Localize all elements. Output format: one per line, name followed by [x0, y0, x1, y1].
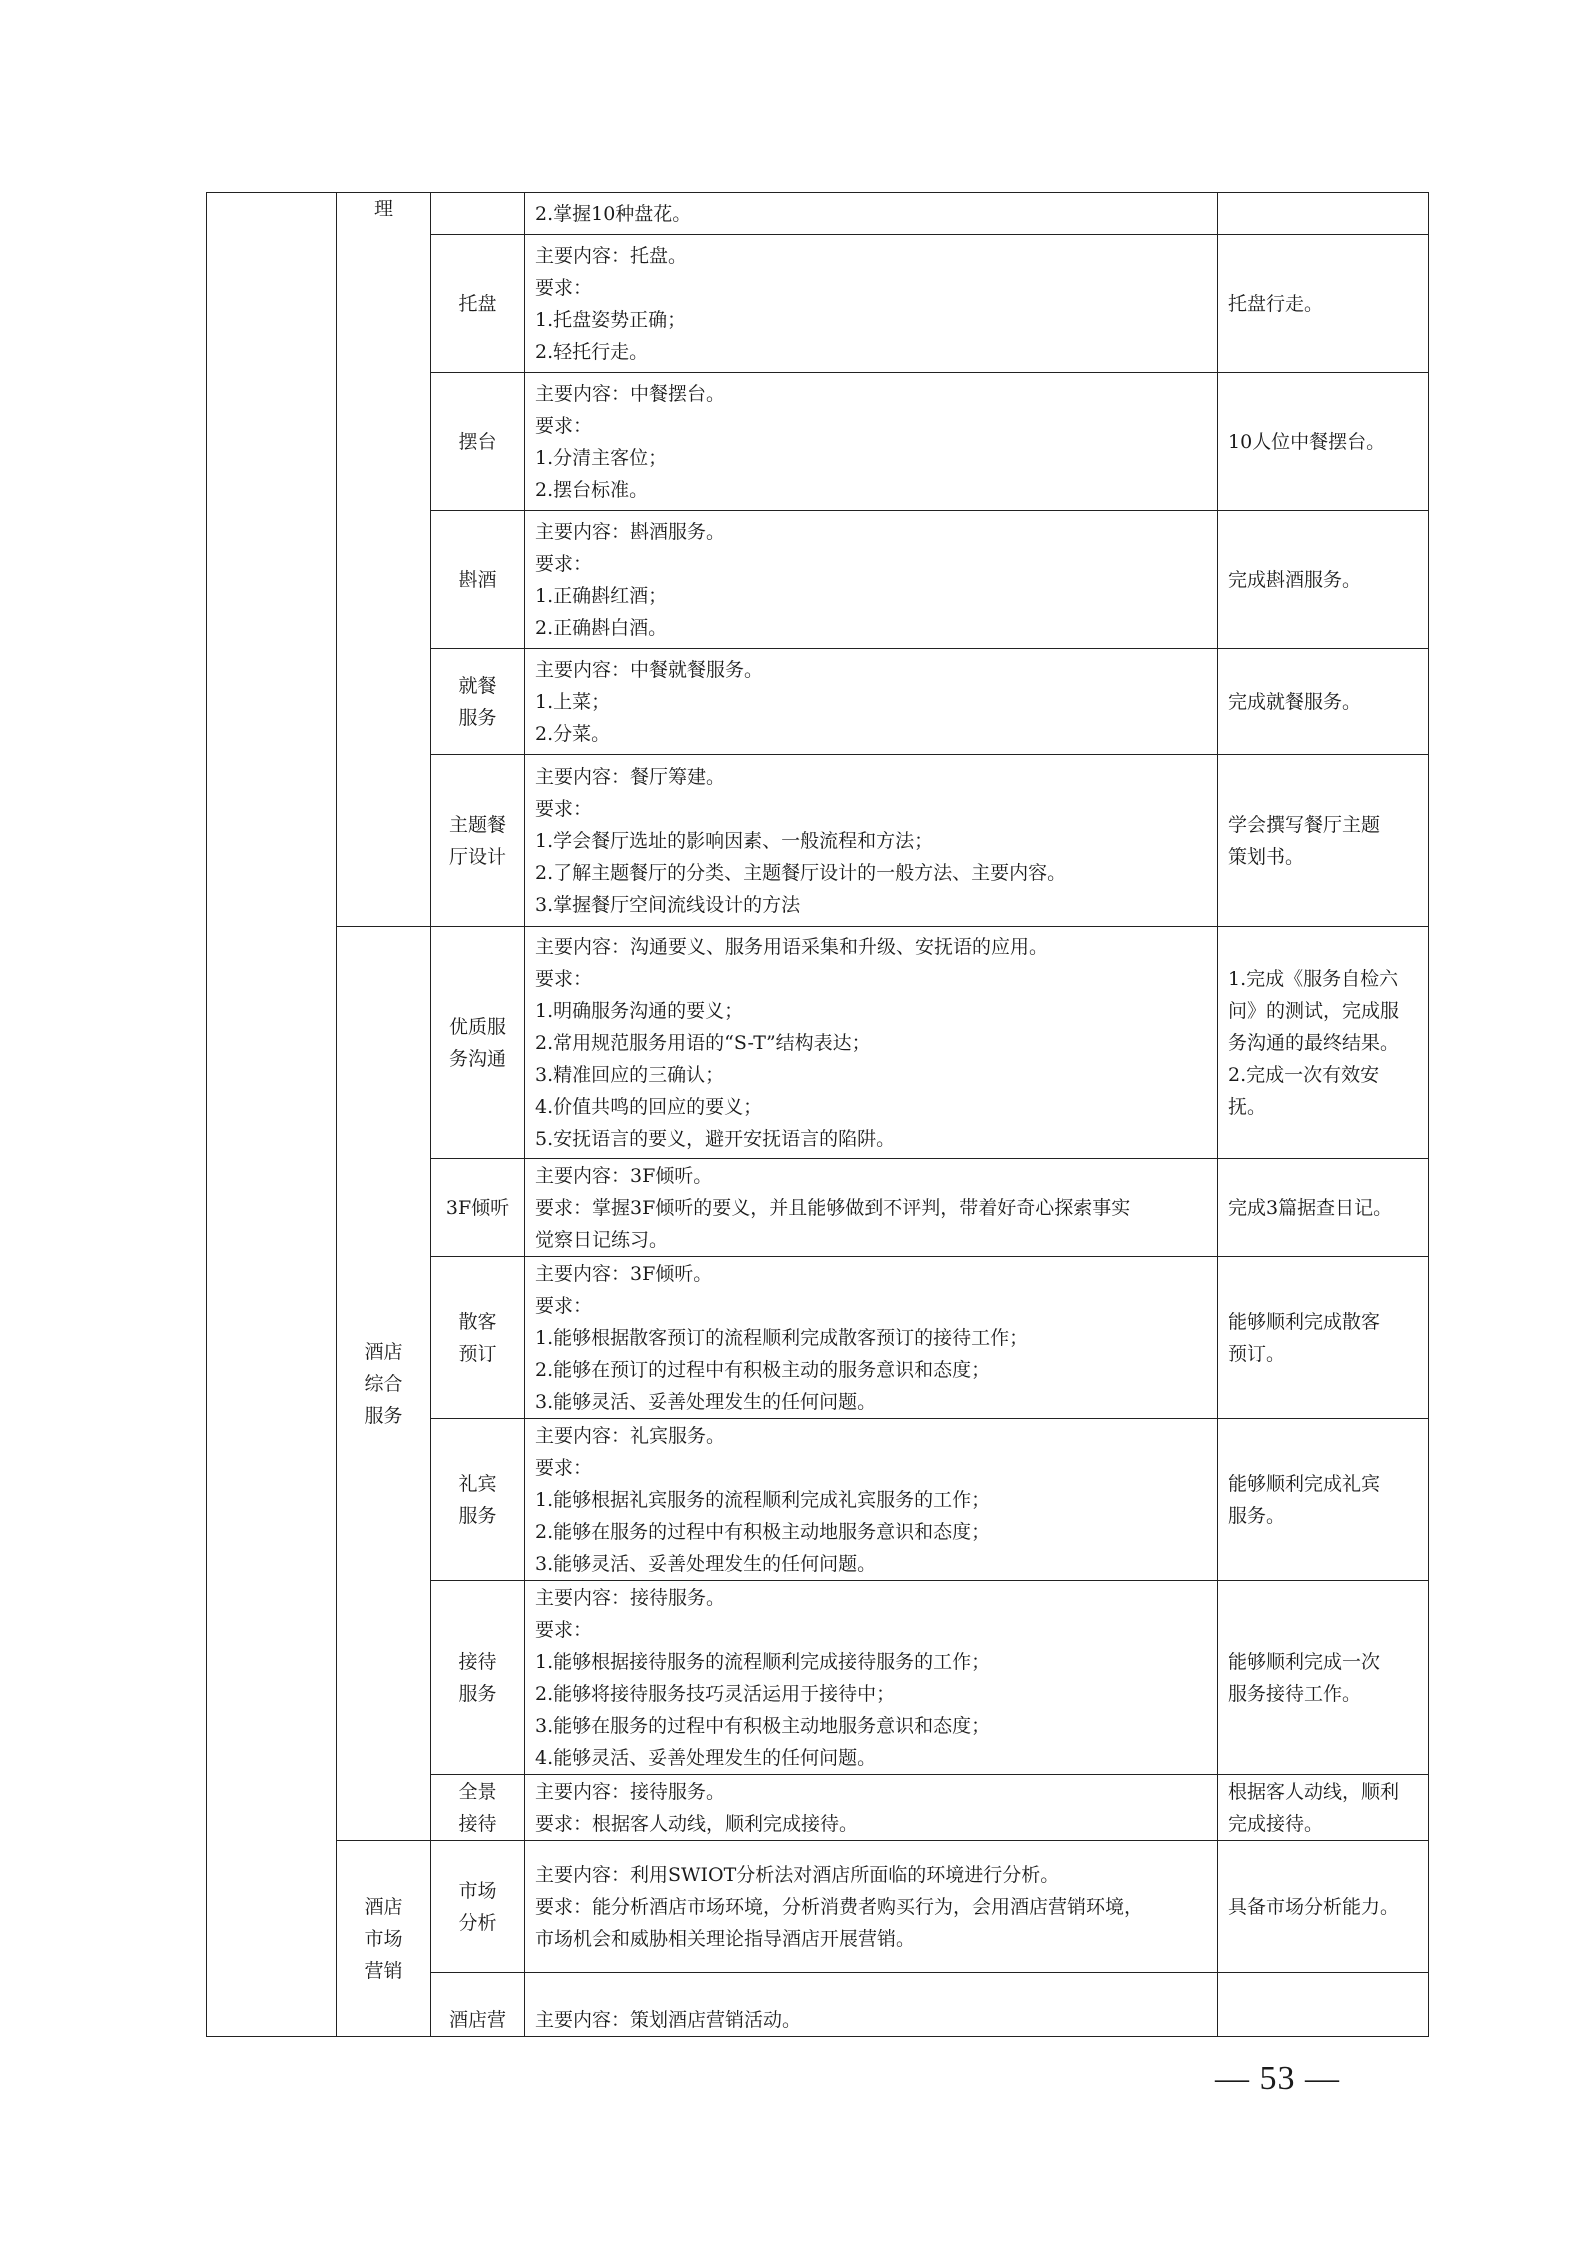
topic-cell: 市场 分析 — [431, 1841, 525, 1973]
topic-cell: 全景 接待 — [431, 1775, 525, 1841]
topic-cell: 接待 服务 — [431, 1581, 525, 1775]
topic-cell: 3F倾听 — [431, 1159, 525, 1257]
content-cell: 主要内容：斟酒服务。 要求： 1.正确斟红酒； 2.正确斟白酒。 — [525, 511, 1218, 649]
result-cell: 10人位中餐摆台。 — [1218, 373, 1429, 511]
module-name-hotel-marketing: 酒店 市场 营销 — [337, 1841, 431, 2037]
topic-cell: 散客 预订 — [431, 1257, 525, 1419]
topic-cell — [431, 193, 525, 235]
result-cell: 完成3篇据查日记。 — [1218, 1159, 1429, 1257]
topic-cell: 托盘 — [431, 235, 525, 373]
content-cell: 主要内容：托盘。 要求： 1.托盘姿势正确； 2.轻托行走。 — [525, 235, 1218, 373]
topic-cell: 主题餐 厅设计 — [431, 755, 525, 927]
syllabus-table — [206, 192, 1429, 2037]
page-number: — 53 — — [1215, 2060, 1340, 2097]
result-cell: 能够顺利完成礼宾 服务。 — [1218, 1419, 1429, 1581]
content-cell: 主要内容：礼宾服务。 要求： 1.能够根据礼宾服务的流程顺利完成礼宾服务的工作； 2.能够在服务的过程中有积极主动地服务意识和态度； 3.能够灵活、妥善处理发生的任何问题。 — [525, 1419, 1218, 1581]
module-name-tail: 理 — [337, 193, 431, 927]
content-cell: 主要内容：中餐就餐服务。 1.上菜； 2.分菜。 — [525, 649, 1218, 755]
empty-left-column — [207, 193, 337, 2037]
table-row — [207, 193, 1429, 235]
table-row — [207, 1841, 1429, 1973]
topic-cell: 斟酒 — [431, 511, 525, 649]
result-cell: 1.完成《服务自检六 问》的测试，完成服 务沟通的最终结果。 2.完成一次有效安 抚。 — [1218, 927, 1429, 1159]
result-cell: 学会撰写餐厅主题 策划书。 — [1218, 755, 1429, 927]
content-cell: 主要内容：3F倾听。 要求：掌握3F倾听的要义，并且能够做到不评判，带着好奇心探索事实 觉察日记练习。 — [525, 1159, 1218, 1257]
table-row — [207, 927, 1429, 1159]
result-cell: 完成斟酒服务。 — [1218, 511, 1429, 649]
content-cell: 2.掌握10种盘花。 — [525, 193, 1218, 235]
content-cell: 主要内容：中餐摆台。 要求： 1.分清主客位； 2.摆台标准。 — [525, 373, 1218, 511]
result-cell: 根据客人动线，顺利 完成接待。 — [1218, 1775, 1429, 1841]
content-cell: 主要内容：沟通要义、服务用语采集和升级、安抚语的应用。 要求： 1.明确服务沟通的要义； 2.常用规范服务用语的“S-T”结构表达； 3.精准回应的三确认； 4.价值共鸣的回应的要义； 5.安抚语言的要义，避开安抚语言的陷阱。 — [525, 927, 1218, 1159]
content-cell: 主要内容：利用SWIOT分析法对酒店所面临的环境进行分析。 要求：能分析酒店市场环境，分析消费者购买行为，会用酒店营销环境， 市场机会和威胁相关理论指导酒店开展营销。 — [525, 1841, 1218, 1973]
content-cell: 主要内容：接待服务。 要求：根据客人动线，顺利完成接待。 — [525, 1775, 1218, 1841]
result-cell: 托盘行走。 — [1218, 235, 1429, 373]
topic-cell: 礼宾 服务 — [431, 1419, 525, 1581]
content-cell: 主要内容：接待服务。 要求： 1.能够根据接待服务的流程顺利完成接待服务的工作； 2.能够将接待服务技巧灵活运用于接待中； 3.能够在服务的过程中有积极主动地服务意识和态度； 4.能够灵活、妥善处理发生的任何问题。 — [525, 1581, 1218, 1775]
topic-cell: 酒店营 — [431, 1973, 525, 2037]
module-name-hotel-service: 酒店 综合 服务 — [337, 927, 431, 1841]
topic-cell: 摆台 — [431, 373, 525, 511]
result-cell: 具备市场分析能力。 — [1218, 1841, 1429, 1973]
content-cell: 主要内容：策划酒店营销活动。 — [525, 1973, 1218, 2037]
result-cell — [1218, 193, 1429, 235]
topic-cell: 优质服 务沟通 — [431, 927, 525, 1159]
content-cell: 主要内容：3F倾听。 要求： 1.能够根据散客预订的流程顺利完成散客预订的接待工作； 2.能够在预订的过程中有积极主动的服务意识和态度； 3.能够灵活、妥善处理发生的任何问题。 — [525, 1257, 1218, 1419]
topic-cell: 就餐 服务 — [431, 649, 525, 755]
result-cell — [1218, 1973, 1429, 2037]
result-cell: 能够顺利完成一次 服务接待工作。 — [1218, 1581, 1429, 1775]
content-cell: 主要内容：餐厅筹建。 要求： 1.学会餐厅选址的影响因素、一般流程和方法； 2.了解主题餐厅的分类、主题餐厅设计的一般方法、主要内容。 3.掌握餐厅空间流线设计的方法 — [525, 755, 1218, 927]
result-cell: 能够顺利完成散客 预订。 — [1218, 1257, 1429, 1419]
result-cell: 完成就餐服务。 — [1218, 649, 1429, 755]
